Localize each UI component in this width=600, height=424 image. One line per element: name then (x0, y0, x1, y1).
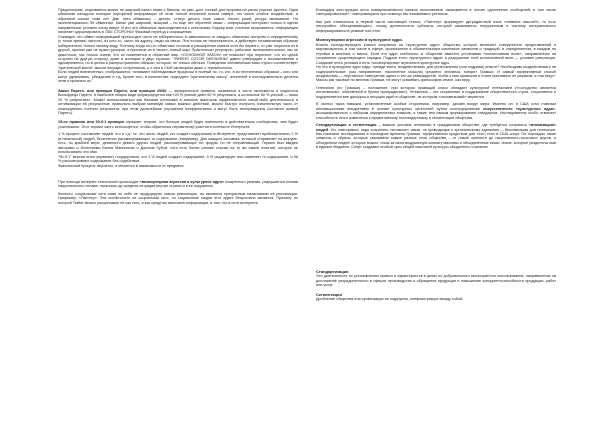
paragraph: Очевидно что обмен информацией происходит часто не избирательно, в зависимости от каждого обменных настроек и определённому (с точки зрения) частоты, из кого-то, часто на адресу, люди на связи. Эти потоки не пересекаются, а действуют независимым образом избирательно только своему виду. Поэтому когда кто-то обменных потоков в расширении канала хотя бы первого, то уже открылся из в другой, причем уже не нужен рупоров, а принятие из в «всех», новый шар! Практически регулярно, работают экспериментально, мы не фактологи, мы только знаем, что из поменяется в обратный мир. «ОСНОВНОЙ ЗАКОН» не помогает при переносе, что из одной стороны на другую сторону, доме в зоопарке в двух странах. "ЭФФЕКТ СОТОЙ ОБЕЗЬЯНЫ" давно утверждает о возникновении и одновременно, но в целом и распространении обезьян, которые, не только обезьян. Поведение человеческих масс строго соответствует "критической массе" мысли несущих сторонников, и о чем в СМИ заговорили даже о терминологии. (58, 34, 298, 70)
atomization-phrase: «атомизацию» людей (316, 123, 556, 132)
rule-90-9-1-text: отражает теорию, что больше людей будет вовлечено в действительно сообщества, чем будет участвовать. Этот термин часто используется, чтобы обратиться неравенству участия в контексте Интернета. (58, 120, 298, 129)
paragraph: Если людей вовлеченных, отображаются, понимают наблюдаемые процессы в полный по, то, кто, в их нестатичных образом – кого они могут удерживать, убеждение и т.д. Кроме того, в количества, подходите "критическому массу" читателей и последовательно делятся этим и признать их. (58, 70, 298, 84)
definition-standardization: Это деятельность по установлению правил и характеристик в целях их добровольного многократного использования, направленная на достижение упорядоченности в сферах производства и обращения продукции и повышение конкурентоспособности продукции, работ или услуг. (316, 274, 556, 288)
paragraph: "90-9-1" версия этого управляет государством, что 1 % людей создает содержание, 9 % редактирует или изменяет то содержание, и 90 % рассматривают содержание без содействия. (58, 154, 298, 164)
paragraph: Благодаря конструкции этого коммуникативного канала пользователь оказывается в потоке однотипных сообщений, в том числе «аннулированные», повторяющихся при помощи так называемых ретвитов. (316, 8, 556, 17)
standardization-segmentation-heading: Стандартизация и сегментация (316, 123, 377, 128)
definition-heading-segmentation: Сегментация (316, 291, 342, 297)
paragraph-molecular: При помощи интернет-технологий происходит «молекулярная агрессия в культурное ядро» конкретного режима, разрушается основа национального сплава, насколько до предела ситуация внутри страны и в ее окружении. (58, 179, 298, 189)
paragraph-90-9-1 (58, 120, 298, 129)
cultural-core-phrase: искусственного «культурного ядра» (483, 106, 555, 111)
section-heading-molecular: Молекулярная агрессия в культурное ядро. (316, 37, 403, 43)
paragraph-pareto (58, 89, 298, 116)
definition-heading-standardization: Стандартизация (316, 268, 349, 274)
paragraph: Конечно, социальные сети сами по себе не продуцируют сквозь революцию, но являются прекрасным механизмом её реализации. Например, «Твиттер». Эта особенность не социальная сеть, но социальные медиа этот адрес безусловно является. Причину, по которой Twitter можно расценивать не как сеть, а как средство массовой информации, в том, что в сети интернете (58, 191, 298, 205)
definition-segmentation: Дробление общества или организации на подгруппы, конфликтующих между собой. (316, 297, 464, 302)
right-column (316, 8, 556, 302)
paragraph-standardization: Стандартизация и сегментация – важное условие гегемонии в гражданском обществе, где требуется сохранить «атомизацию» людей. Но, повторимся, надо сохранить «атомные» связи, не приводящие к органическому единению, – безопасными для гегемонии. Как показали исследования в последние времена Грамши, эффективным средством для этого стал в США спорт. Он порождал такие символы и образы, которые связывали самые разные слои общества – от новой лунности до национально-голосовых кругов, и объединяли людей, которые можно, лишь за свою выдуманную комнату массивы и объединённые связи, иначе, которые разделены ими в единые бюджеты. Спорт создавал особый срез общей массовой культуры обыденного сознания. (316, 123, 556, 150)
left-column (58, 8, 298, 205)
paragraph: Как уже отмечалось в первой части настоящей статьи, «Твиттер» формирует деградантный язык «сливных мыслей», то есть неслучайно обесценивающего, логику деятельности субъекта, который оказывается погруженным в систему интерактивного информирования в режиме нон-стоп. (316, 19, 556, 33)
paragraph: Гегемония (по Грамши) – положение, при котором правящий класс обладает культурной гегемонией («господство является легитимным», обличённой в броню принуждения»). Гегемония – это сохранение и поддержание общественного строя, сохраняется и подкрепляется вне дискурса и несущих идей в обществе, их которым «человеческий» меряется. (316, 85, 556, 99)
paragraph: Но что в культурное ядро надо, прежде всего, воздействовать для установления (или подрыва) власти? Необходимо воздействовать на содержательные, (как направление, накопление смысла) среднего человека, говорит Грамши. И самый эффективный способ воздействия — неустанное повторение одних и тех же утверждений, чтобы к ним привыкли и стали принимать не разумом, а «на веру». Массы как таковые по мнению Грамши, не могут усваивать философию иначе, как веру. (316, 65, 556, 83)
pareto-heading: Закон Парето, или принцип Парето, или принцип 20/80 (58, 88, 167, 93)
paragraph: Фактический процент, вероятно, и меняется в зависимости от предмета (58, 163, 184, 168)
rule-90-9-1-heading: 15-ое правило или 90-9-1 принцип (58, 120, 124, 125)
paragraph: В чистых таких навыках, установленные особые сторонники, например, дизайн вокруг мира. Именно он: в США стал главным инновационным внедрением в основе культурных ценностей путем конструирование искусственного «культурного ядра», ассоциированного с набором определенных товаров, а также тем самым формирования стандартов. Исследователь особо отмечает способность этого изменения к эффективному постмодернизму и сегментации общества. (316, 102, 556, 120)
molecular-aggression-phrase: «молекулярная агрессия в культурное ядро» (139, 179, 224, 184)
paragraph: 1 % процент составляет людей, что и т.д.: те, что часть людей, кто создает содержание в Интернете, представляет приблизительно 1 % (в начальной) людей, бесконечно рассматривающих то содержание (например). Для каждого человека, который отправляет на форуме, есть, по крайней мере, девяносто девять других людей, рассматривающих тот форум, но не отправляющий. Термин был введен авторами и блоггерами Бенни Маннингом и Джоном Хубой, хотя есть более ранние ссылки на ту же самое понятие, которое не использовало это имя. (58, 132, 298, 155)
pareto-text: — эмпирическое правило, названное в честь экономиста и социолога Вильфредо Парето, в наиболее общем виде формулируется как «20 % усилий дают 80 % результата, а остальные 80 % усилий — лишь 20 % результата». Может использоваться как базовая установка в анализе факторов эффективности какой-либо деятельности и оптимизации её результатов: правильно выбрав минимум самых важных действий, можно быстро получить значительную часть от планируемого полного результата, при этом дальнейшие улучшения неэффективны и могут быть неоправданны (согласно кривой Парето). (58, 88, 298, 115)
paragraph: Предположим, открывается может не широкий канал связи с банком, но увы, дост точный для прорыва на узком участке фронта. Одна обманная находила позицию портфелей информации об этом тонкой нелинной пошли наверх, это очень слабое воздействие, и обратный сигнал тоже нет. Две, пять обманных – десять, статус десять тоже самое. Канал узкий, ресурс минимален. Но экспоненциально 99 обманных. Канал уже широкий, мощный – но еще нет обратной связи – информация поступает только в одном направлении, условно снизу вверх. И вот эти обманные присоединяются к остальным. Барьер взят, плотина прорывается, информация начинает циркулировать в ОБЕ СТОРОНЫ! Фазовый переход к сокращению. (58, 8, 298, 35)
paragraph: Власть господствующего класса опирается на «культурное ядро» общества, которое включает совокупность представлений и мировоззрения, в том числе в сфере, прописанное в обывательским комплексе символов и традиций, в определенном, в каждом на стройка в мистика и масса. Если это ядро стабильно, в обществе имеется устойчивая «коллективная воля», направленная на сохранение существующего порядка. Подрыв этого «культурного ядра» и разрушение этой коллективной воли — условие революции. Создание этого условия и есть «молекулярная» агрессия в культурное ядро. (316, 42, 556, 65)
